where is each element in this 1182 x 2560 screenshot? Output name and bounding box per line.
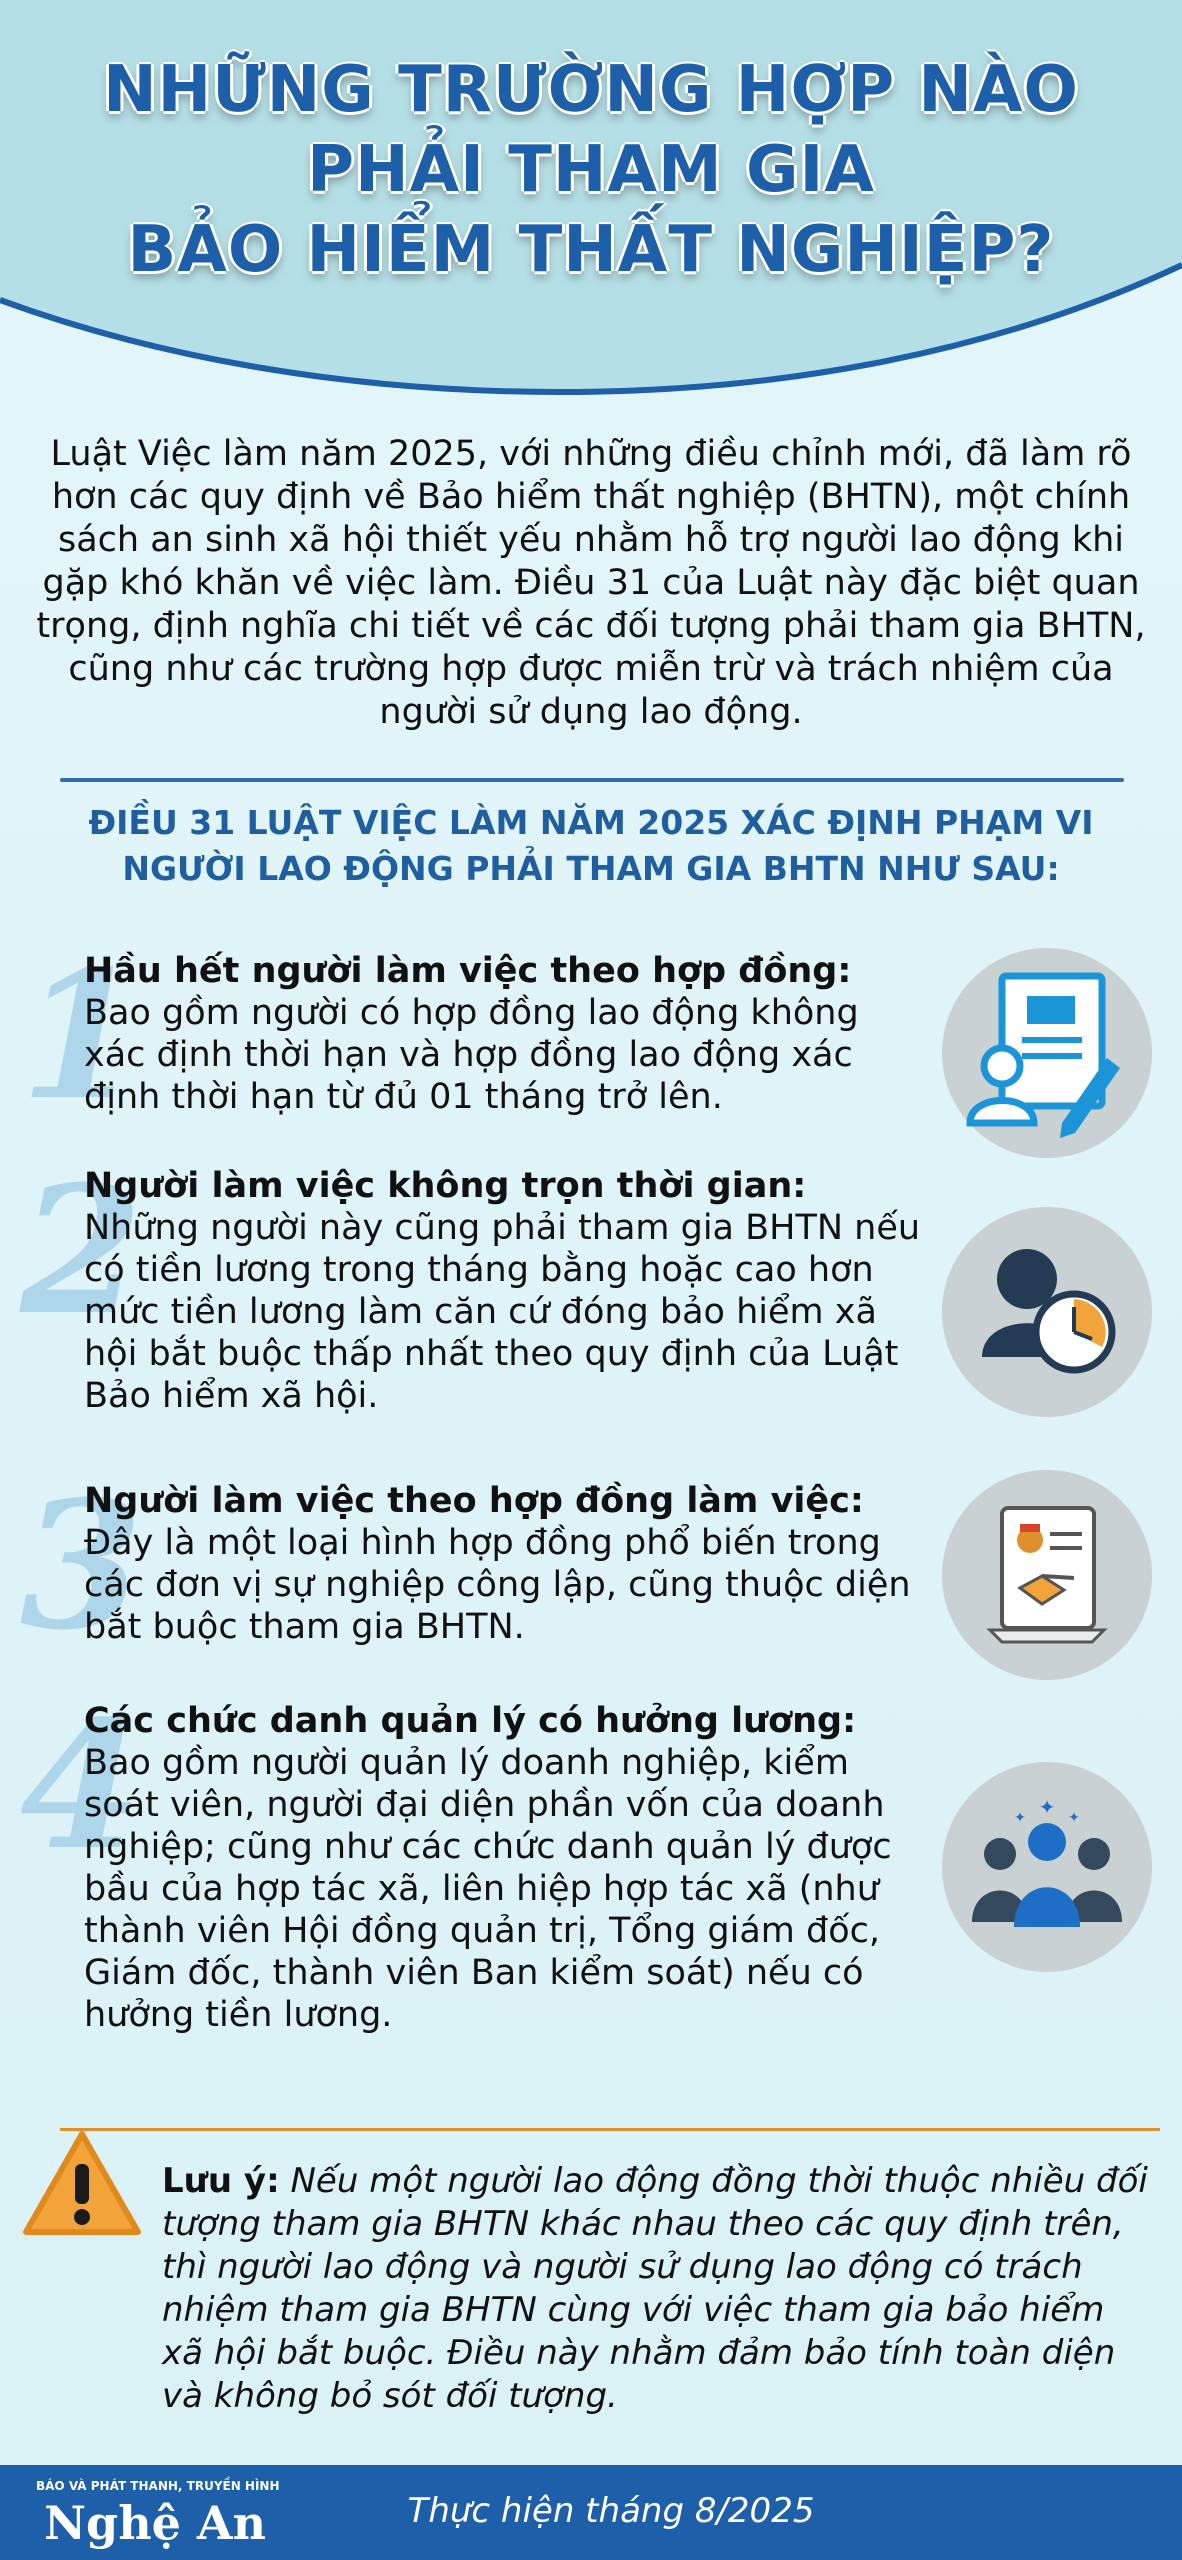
item-body: Đây là một loại hình hợp đồng phổ biến trong các đơn vị sự nghiệp công lập, cũng thuộc diện bắt buộc tham gia BHTN.	[84, 1523, 911, 1647]
item-number: 2	[20, 1147, 143, 1354]
warning-icon	[22, 2128, 142, 2240]
item-title: Hầu hết người làm việc theo hợp đồng:	[84, 951, 852, 991]
item-title: Người làm việc theo hợp đồng làm việc:	[84, 1481, 864, 1521]
item-number: 4	[20, 1682, 143, 1889]
item-body: Bao gồm người có hợp đồng lao động không xác định thời hạn và hợp đồng lao động xác định thời hạn từ đủ 01 tháng trở lên.	[84, 993, 859, 1117]
person-clock-icon	[942, 1207, 1152, 1417]
contract-person-icon	[942, 948, 1152, 1158]
item-title: Các chức danh quản lý có hưởng lương:	[84, 1701, 857, 1741]
note-paragraph	[162, 2160, 1152, 2418]
item-body: Bao gồm người quản lý doanh nghiệp, kiểm soát viên, người đại diện phần vốn của doanh nghiệp; cũng như các chức danh quản lý được bầu của hợp tác xã, liên hiệp hợp tác xã (như thành viên Hội đồng quản trị, Tổng giám đốc, Giám đốc, thành viên Ban kiểm soát) nếu có hưởng tiền lương.	[84, 1743, 892, 2035]
note-divider	[60, 2128, 1160, 2131]
managers-group-icon	[942, 1762, 1152, 1972]
brand-tagline: BÁO VÀ PHÁT THANH, TRUYỀN HÌNH	[36, 2479, 280, 2493]
svg-text:✦: ✦	[1038, 1795, 1056, 1819]
item-title: Người làm việc không trọn thời gian:	[84, 1166, 807, 1206]
item-number: 1	[20, 932, 143, 1139]
svg-text:✦: ✦	[1014, 1810, 1026, 1826]
section-divider	[60, 778, 1124, 782]
footer-credit: Thực hiện tháng 8/2025	[407, 2491, 815, 2531]
intro-paragraph: Luật Việc làm năm 2025, với những điều chỉnh mới, đã làm rõ hơn các quy định về Bảo hiểm thất nghiệp (BHTN), một chính sách an sinh xã hội thiết yếu nhằm hỗ trợ người lao động khi gặp khó khăn về việc làm. Điều 31 của Luật này đặc biệt quan trọng, định nghĩa chi tiết về các đối tượng phải tham gia BHTN, cũng như các trường hợp được miễn trừ và trách nhiệm của người sử dụng lao động.	[36, 434, 1146, 732]
note-text: Nếu một người lao động đồng thời thuộc nhiều đối tượng tham gia BHTN khác nhau theo các quy định trên, thì người lao động và người sử dụng lao động có trách nhiệm tham gia BHTN cùng với việc tham gia bảo hiểm xã hội bắt buộc. Điều này nhằm đảm bảo tính toàn diện và không bỏ sót đối tượng.	[162, 2161, 1148, 2416]
svg-text:✦: ✦	[1068, 1810, 1080, 1826]
item-body: Những người này cũng phải tham gia BHTN nếu có tiền lương trong tháng bằng hoặc cao hơn mức tiền lương làm căn cứ đóng bảo hiểm xã hội bắt buộc thấp nhất theo quy định của Luật Bảo hiểm xã hội.	[84, 1208, 921, 1416]
contract-handshake-icon	[942, 1470, 1152, 1680]
page-title: NHỮNG TRƯỜNG HỢP NÀO PHẢI THAM GIA BẢO HIỂM THẤT NGHIỆP?	[103, 53, 1079, 287]
header-banner	[0, 0, 1182, 420]
item-number: 3	[20, 1462, 143, 1669]
note-label: Lưu ý:	[162, 2161, 280, 2201]
brand-logo: Nghệ An	[44, 2496, 267, 2550]
section-subheading: ĐIỀU 31 LUẬT VIỆC LÀM NĂM 2025 XÁC ĐỊNH PHẠM VI NGƯỜI LAO ĐỘNG PHẢI THAM GIA BHTN NHƯ SAU:	[88, 803, 1094, 888]
footer-bar	[0, 2465, 1182, 2560]
